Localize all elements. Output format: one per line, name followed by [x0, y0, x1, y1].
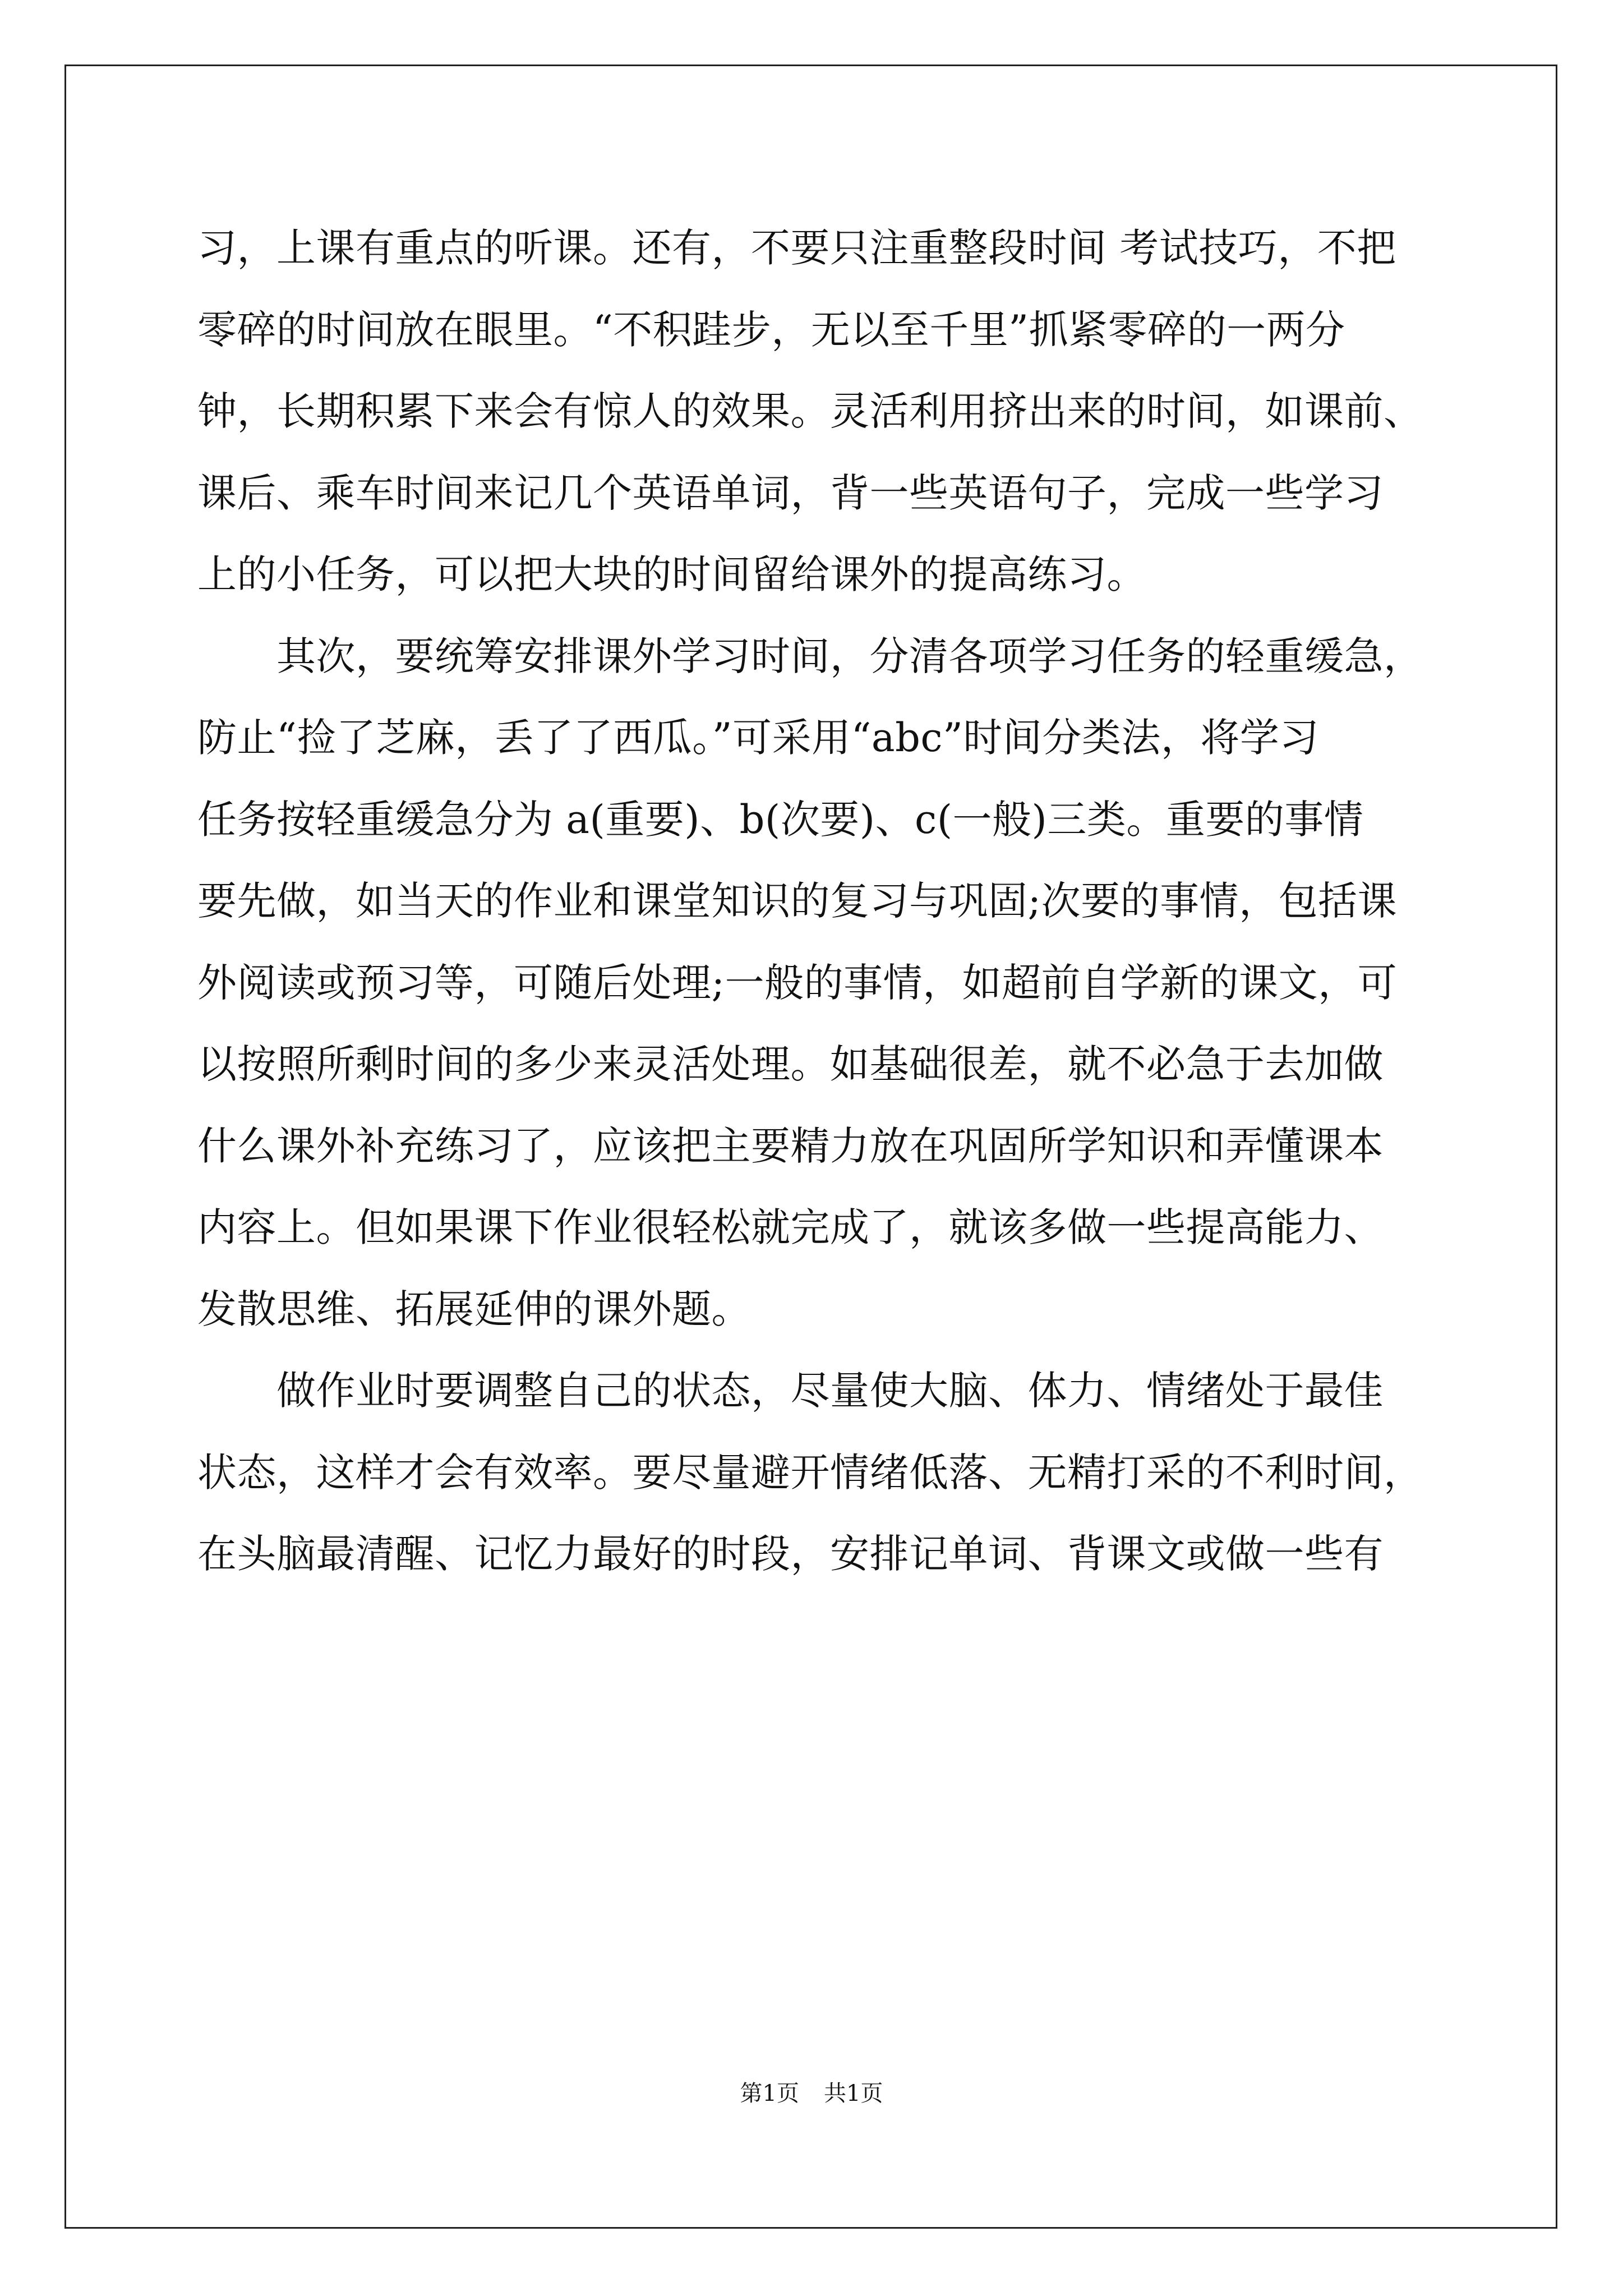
page-total: 共1页 [824, 2081, 883, 2106]
text-line: 课后、乘车时间来记几个英语单词，背一些英语句子，完成一些学习 [197, 470, 1384, 516]
text-line: 发散思维、拓展延伸的课外题。 [197, 1286, 751, 1332]
text-line: 做作业时要调整自己的状态，尽量使大脑、体力、情绪处于最佳 [197, 1368, 1384, 1414]
text-line: 什么课外补充练习了，应该把主要精力放在巩固所学知识和弄懂课本 [197, 1122, 1384, 1169]
text-line: 其次，要统筹安排课外学习时间，分清各项学习任务的轻重缓急， [197, 633, 1423, 679]
text-line: 内容上。但如果课下作业很轻松就完成了，就该多做一些提高能力、 [197, 1204, 1384, 1250]
text-line: 以按照所剩时间的多少来灵活处理。如基础很差，就不必急于去加做 [197, 1041, 1384, 1087]
text-line: 在头脑最清醒、记忆力最好的时段，安排记单词、背课文或做一些有 [197, 1531, 1384, 1577]
text-line: 零碎的时间放在眼里。“不积跬步，无以至千里”抓紧零碎的一两分 [197, 306, 1345, 353]
text-line: 防止“捡了芝麻，丢了了西瓜。”可采用“abc”时间分类法，将学习 [197, 715, 1319, 761]
text-line: 要先做，如当天的作业和课堂知识的复习与巩固;次要的事情，包括课 [197, 878, 1398, 924]
body-text [197, 208, 1426, 1595]
text-line: 钟，长期积累下来会有惊人的效果。灵活利用挤出来的时间，如课前、 [197, 388, 1423, 434]
text-line: 外阅读或预习等，可随后处理;一般的事情，如超前自学新的课文，可 [197, 959, 1398, 1006]
text-line: 任务按轻重缓急分为 a(重要)、b(次要)、c(一般)三类。重要的事情 [197, 796, 1364, 843]
text-line: 习，上课有重点的听课。还有，不要只注重整段时间 考试技巧，不把 [197, 225, 1396, 271]
page-number: 第1页 [740, 2081, 799, 2106]
text-line: 上的小任务，可以把大块的时间留给课外的提高练习。 [197, 551, 1146, 597]
page-footer [0, 2077, 1623, 2110]
text-line: 状态，这样才会有效率。要尽量避开情绪低落、无精打采的不利时间， [197, 1449, 1423, 1496]
